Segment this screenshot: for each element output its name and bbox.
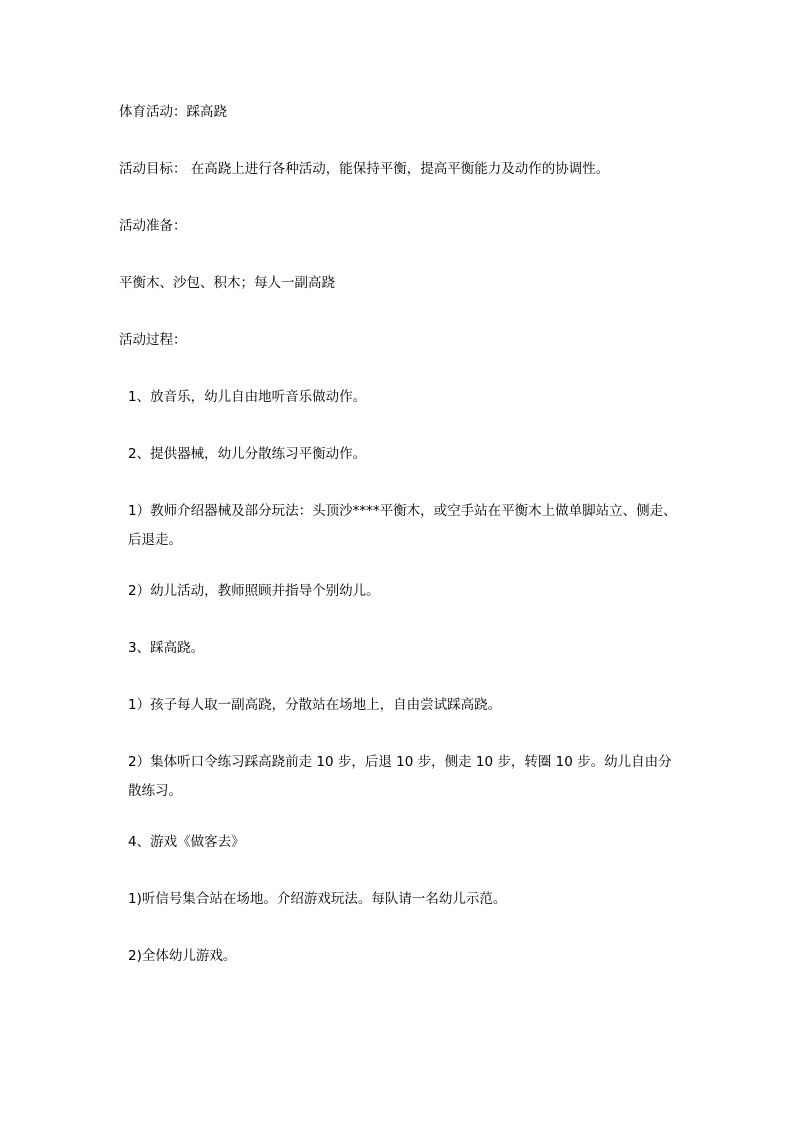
document-body	[119, 98, 679, 999]
step-4-sub-1: 1)听信号集合站在场地。介绍游戏玩法。每队请一名幼儿示范。	[128, 891, 507, 907]
step-3: 3、踩高跷。	[128, 640, 205, 656]
document-title: 体育活动：踩高跷	[119, 104, 227, 120]
preparation-heading: 活动准备：	[119, 218, 187, 234]
preparation-items: 平衡木、沙包、积木；每人一副高跷	[119, 275, 335, 291]
step-2-sub-1: 1）教师介绍器械及部分玩法：头顶沙****平衡木，或空手站在平衡木上做单脚站立、侧走、后退走。	[128, 503, 677, 548]
step-3-sub-2: 2）集体听口令练习踩高跷前走 10 步，后退 10 步，侧走 10 步，转圈 10 步。幼儿自由分散练习。	[128, 754, 672, 799]
step-1: 1、放音乐，幼儿自由地听音乐做动作。	[128, 389, 367, 405]
step-4: 4、游戏《做客去》	[128, 834, 245, 850]
step-2-sub-2: 2）幼儿活动，教师照顾并指导个别幼儿。	[128, 583, 380, 599]
step-2: 2、提供器械，幼儿分散练习平衡动作。	[128, 446, 367, 462]
step-3-sub-1: 1）孩子每人取一副高跷，分散站在场地上，自由尝试踩高跷。	[128, 697, 502, 713]
process-heading: 活动过程：	[119, 332, 187, 348]
step-4-sub-2: 2)全体幼儿游戏。	[128, 948, 237, 964]
activity-goal: 活动目标： 在高跷上进行各种活动，能保持平衡，提高平衡能力及动作的协调性。	[119, 161, 610, 177]
